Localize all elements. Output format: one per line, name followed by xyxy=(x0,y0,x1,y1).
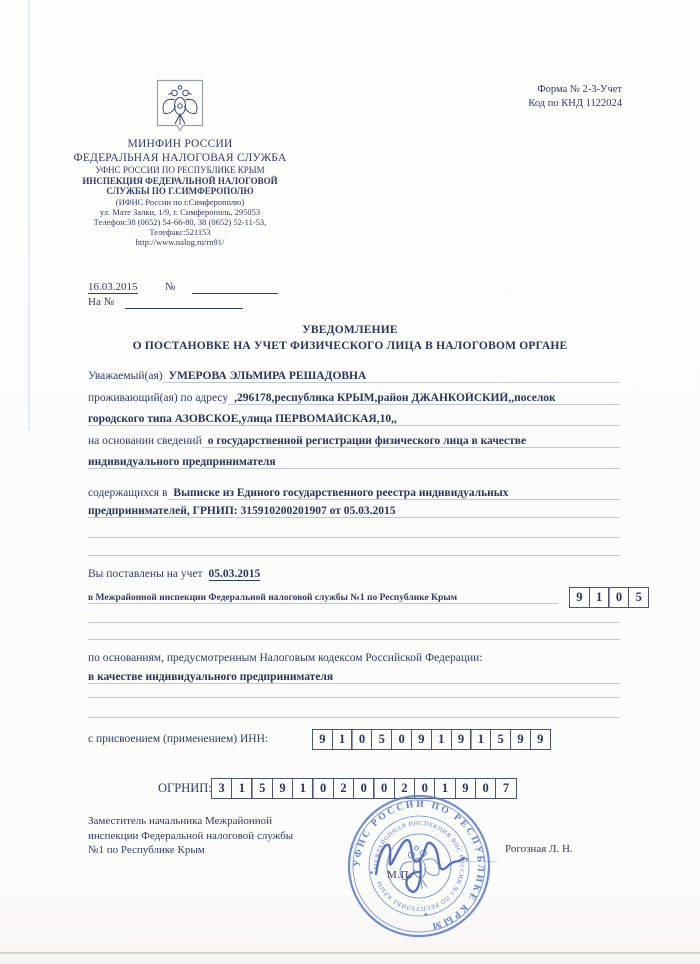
re-label: На № xyxy=(88,296,115,308)
contained-label: содержащихся в xyxy=(88,487,168,499)
code-digit: 0 xyxy=(608,587,629,608)
ogrnip-label: ОГРНИП: xyxy=(158,781,212,795)
coat-of-arms-icon xyxy=(156,79,204,135)
letterhead-line: СЛУЖБЫ ПО Г.СИМФЕРОПОЛЮ xyxy=(106,186,254,197)
ogrnip-digit: 2 xyxy=(333,778,355,799)
letterhead-line: ИНСПЕКЦИЯ ФЕДЕРАЛЬНОЙ НАЛОГОВОЙ xyxy=(82,175,278,186)
letterhead-line: ул. Мате Залки, 1/9, г. Симферополь, 295053 xyxy=(99,206,261,217)
address-label: проживающий(ая) по адресу xyxy=(88,392,229,404)
signer-position-line3: №1 по Республике Крым xyxy=(88,844,205,857)
ogrnip-digit: 0 xyxy=(373,778,395,799)
ogrnip-digit: 0 xyxy=(353,778,375,799)
ogrnip-digit: 0 xyxy=(414,778,436,799)
title-line2: О ПОСТАНОВКЕ НА УЧЕТ ФИЗИЧЕСКОГО ЛИЦА В НАЛОГОВОМ ОРГАНЕ xyxy=(132,340,568,353)
document-title xyxy=(57,322,643,354)
letterhead-line: (ИФНС России по г.Симферополю) xyxy=(115,196,245,207)
ogrnip-digit: 2 xyxy=(394,778,416,799)
address-value-line1: ,296178,республика КРЫМ,район ДЖАНКОЙСКИЙ,,поселок xyxy=(228,392,620,405)
ogrnip-digit: 9 xyxy=(272,778,294,799)
ogrnip-digit: 0 xyxy=(312,778,334,799)
blank-line xyxy=(88,697,620,698)
letterhead-website: http://www.nalog.ru/rn91/ xyxy=(135,237,225,248)
contained-row xyxy=(88,487,620,500)
salutation-label: Уважаемый(ая) xyxy=(88,370,163,382)
title-line1: УВЕДОМЛЕНИЕ xyxy=(302,324,398,336)
address-value-line2: городского типа АЗОВСКОЕ,улица ПЕРВОМАЙСКАЯ,10,, xyxy=(88,413,620,426)
contained-value-line2: предпринимателей, ГРНИП: 315910200201907 от 05.03.2015 xyxy=(88,505,620,518)
inn-digit: 9 xyxy=(411,729,432,750)
blank-line xyxy=(88,639,620,640)
form-code-block xyxy=(440,83,622,111)
blank-line xyxy=(88,555,620,556)
stamp-inner-text: МЕЖРАЙОННАЯ ИНСПЕКЦИЯ ФНС РОССИИ №1 ПО РЕСПУБЛИКЕ КРЫМ xyxy=(372,819,466,913)
salutation-row xyxy=(88,370,620,383)
signer-position-line2: инспекции Федеральной налоговой службы xyxy=(88,829,294,842)
grounds-row xyxy=(88,652,620,664)
stamp-place-label: М.П. xyxy=(387,869,413,881)
form-number: Форма № 2-3-Учет xyxy=(537,84,622,95)
letterhead-line: МИНФИН РОССИИ xyxy=(127,138,233,150)
grounds-value: в качестве индивидуального предпринимателя xyxy=(88,671,620,684)
blank-line xyxy=(88,622,620,623)
ogrnip-digit: 0 xyxy=(475,778,497,799)
code-digit: 1 xyxy=(589,587,610,608)
handwritten-signature xyxy=(358,816,488,906)
stamp-outer-text: УФНС РОССИИ ПО РЕСПУБЛИКЕ КРЫМ xyxy=(352,799,486,932)
grounds-value-row xyxy=(88,671,620,684)
knd-code: Код по КНД 1122024 xyxy=(528,98,622,110)
inn-boxes xyxy=(313,729,551,750)
basis-row xyxy=(88,435,620,448)
ogrnip-digit: 1 xyxy=(231,778,253,799)
inn-digit: 1 xyxy=(431,729,452,750)
signer-position-line1: Заместитель начальника Межрайонной xyxy=(88,815,273,827)
signer-position xyxy=(88,814,348,858)
inn-digit: 9 xyxy=(451,729,472,750)
person-name: УМЕРОВА ЭЛЬМИРА РЕШАДОВНА xyxy=(163,370,620,383)
ogrnip-digit: 1 xyxy=(434,778,456,799)
blank-line xyxy=(88,717,620,718)
registered-label: Вы поставлены на учет xyxy=(88,568,203,580)
registered-date: 05.03.2015 xyxy=(208,568,261,580)
address-row-cont xyxy=(88,413,620,426)
registered-row xyxy=(88,568,620,581)
inn-digit: 5 xyxy=(490,729,511,750)
ogrnip-digit: 7 xyxy=(495,778,517,799)
ogrnip-digit: 9 xyxy=(455,778,477,799)
scan-artifact-left-edge xyxy=(28,0,30,430)
code-digit: 5 xyxy=(628,587,649,608)
address-row xyxy=(88,392,620,405)
letterhead-line: Телефон:38 (0652) 54-66-80, 38 (0652) 52-11-53, xyxy=(93,216,267,227)
ogrnip-digit: 5 xyxy=(251,778,273,799)
contained-value-line1: Выписке из Единого государственного реестра индивидуальных xyxy=(167,487,620,500)
inn-digit: 9 xyxy=(530,729,551,750)
basis-label: на основании сведений xyxy=(88,435,202,447)
letterhead-line: УФНС РОССИИ ПО РЕСПУБЛИКЕ КРЫМ xyxy=(95,165,265,176)
inn-digit: 5 xyxy=(371,729,392,750)
re-number-row xyxy=(88,296,243,309)
letterhead xyxy=(50,138,310,247)
letterhead-line: ФЕДЕРАЛЬНАЯ НАЛОГОВАЯ СЛУЖБА xyxy=(73,151,287,164)
letterhead-line: Телефакс:521153 xyxy=(149,227,211,237)
grounds-label: по основаниям, предусмотренным Налоговым кодексом Российской Федерации: xyxy=(88,652,483,664)
inn-digit: 1 xyxy=(332,729,353,750)
ogrnip-digit: 1 xyxy=(292,778,314,799)
authority-line: в Межрайонной инспекции Федеральной налоговой службы №1 по Республике Крым xyxy=(88,593,558,604)
inn-digit: 9 xyxy=(312,729,333,750)
authority-row xyxy=(88,593,558,604)
re-blank xyxy=(125,296,243,309)
inn-digit: 0 xyxy=(391,729,412,750)
document-date: 16.03.2015 xyxy=(88,281,138,293)
inn-digit: 1 xyxy=(470,729,491,750)
ogrnip-digit: 3 xyxy=(211,778,233,799)
inn-digit: 0 xyxy=(351,729,372,750)
blank-line xyxy=(88,537,620,538)
inn-label: с присвоением (применением) ИНН: xyxy=(88,733,269,745)
signer-name: Рогозная Л. Н. xyxy=(505,843,573,855)
contained-row-cont xyxy=(88,505,620,518)
code-digit: 9 xyxy=(569,587,590,608)
basis-row-cont xyxy=(88,456,620,469)
basis-value-line2: индивидуального предпринимателя xyxy=(88,456,620,469)
authority-code-boxes xyxy=(570,587,649,608)
document-date-row xyxy=(88,281,278,294)
number-blank xyxy=(192,281,278,294)
basis-value-line1: о государственной регистрации физического лица в качестве xyxy=(202,435,620,448)
number-label: № xyxy=(165,281,176,293)
inn-digit: 9 xyxy=(510,729,531,750)
